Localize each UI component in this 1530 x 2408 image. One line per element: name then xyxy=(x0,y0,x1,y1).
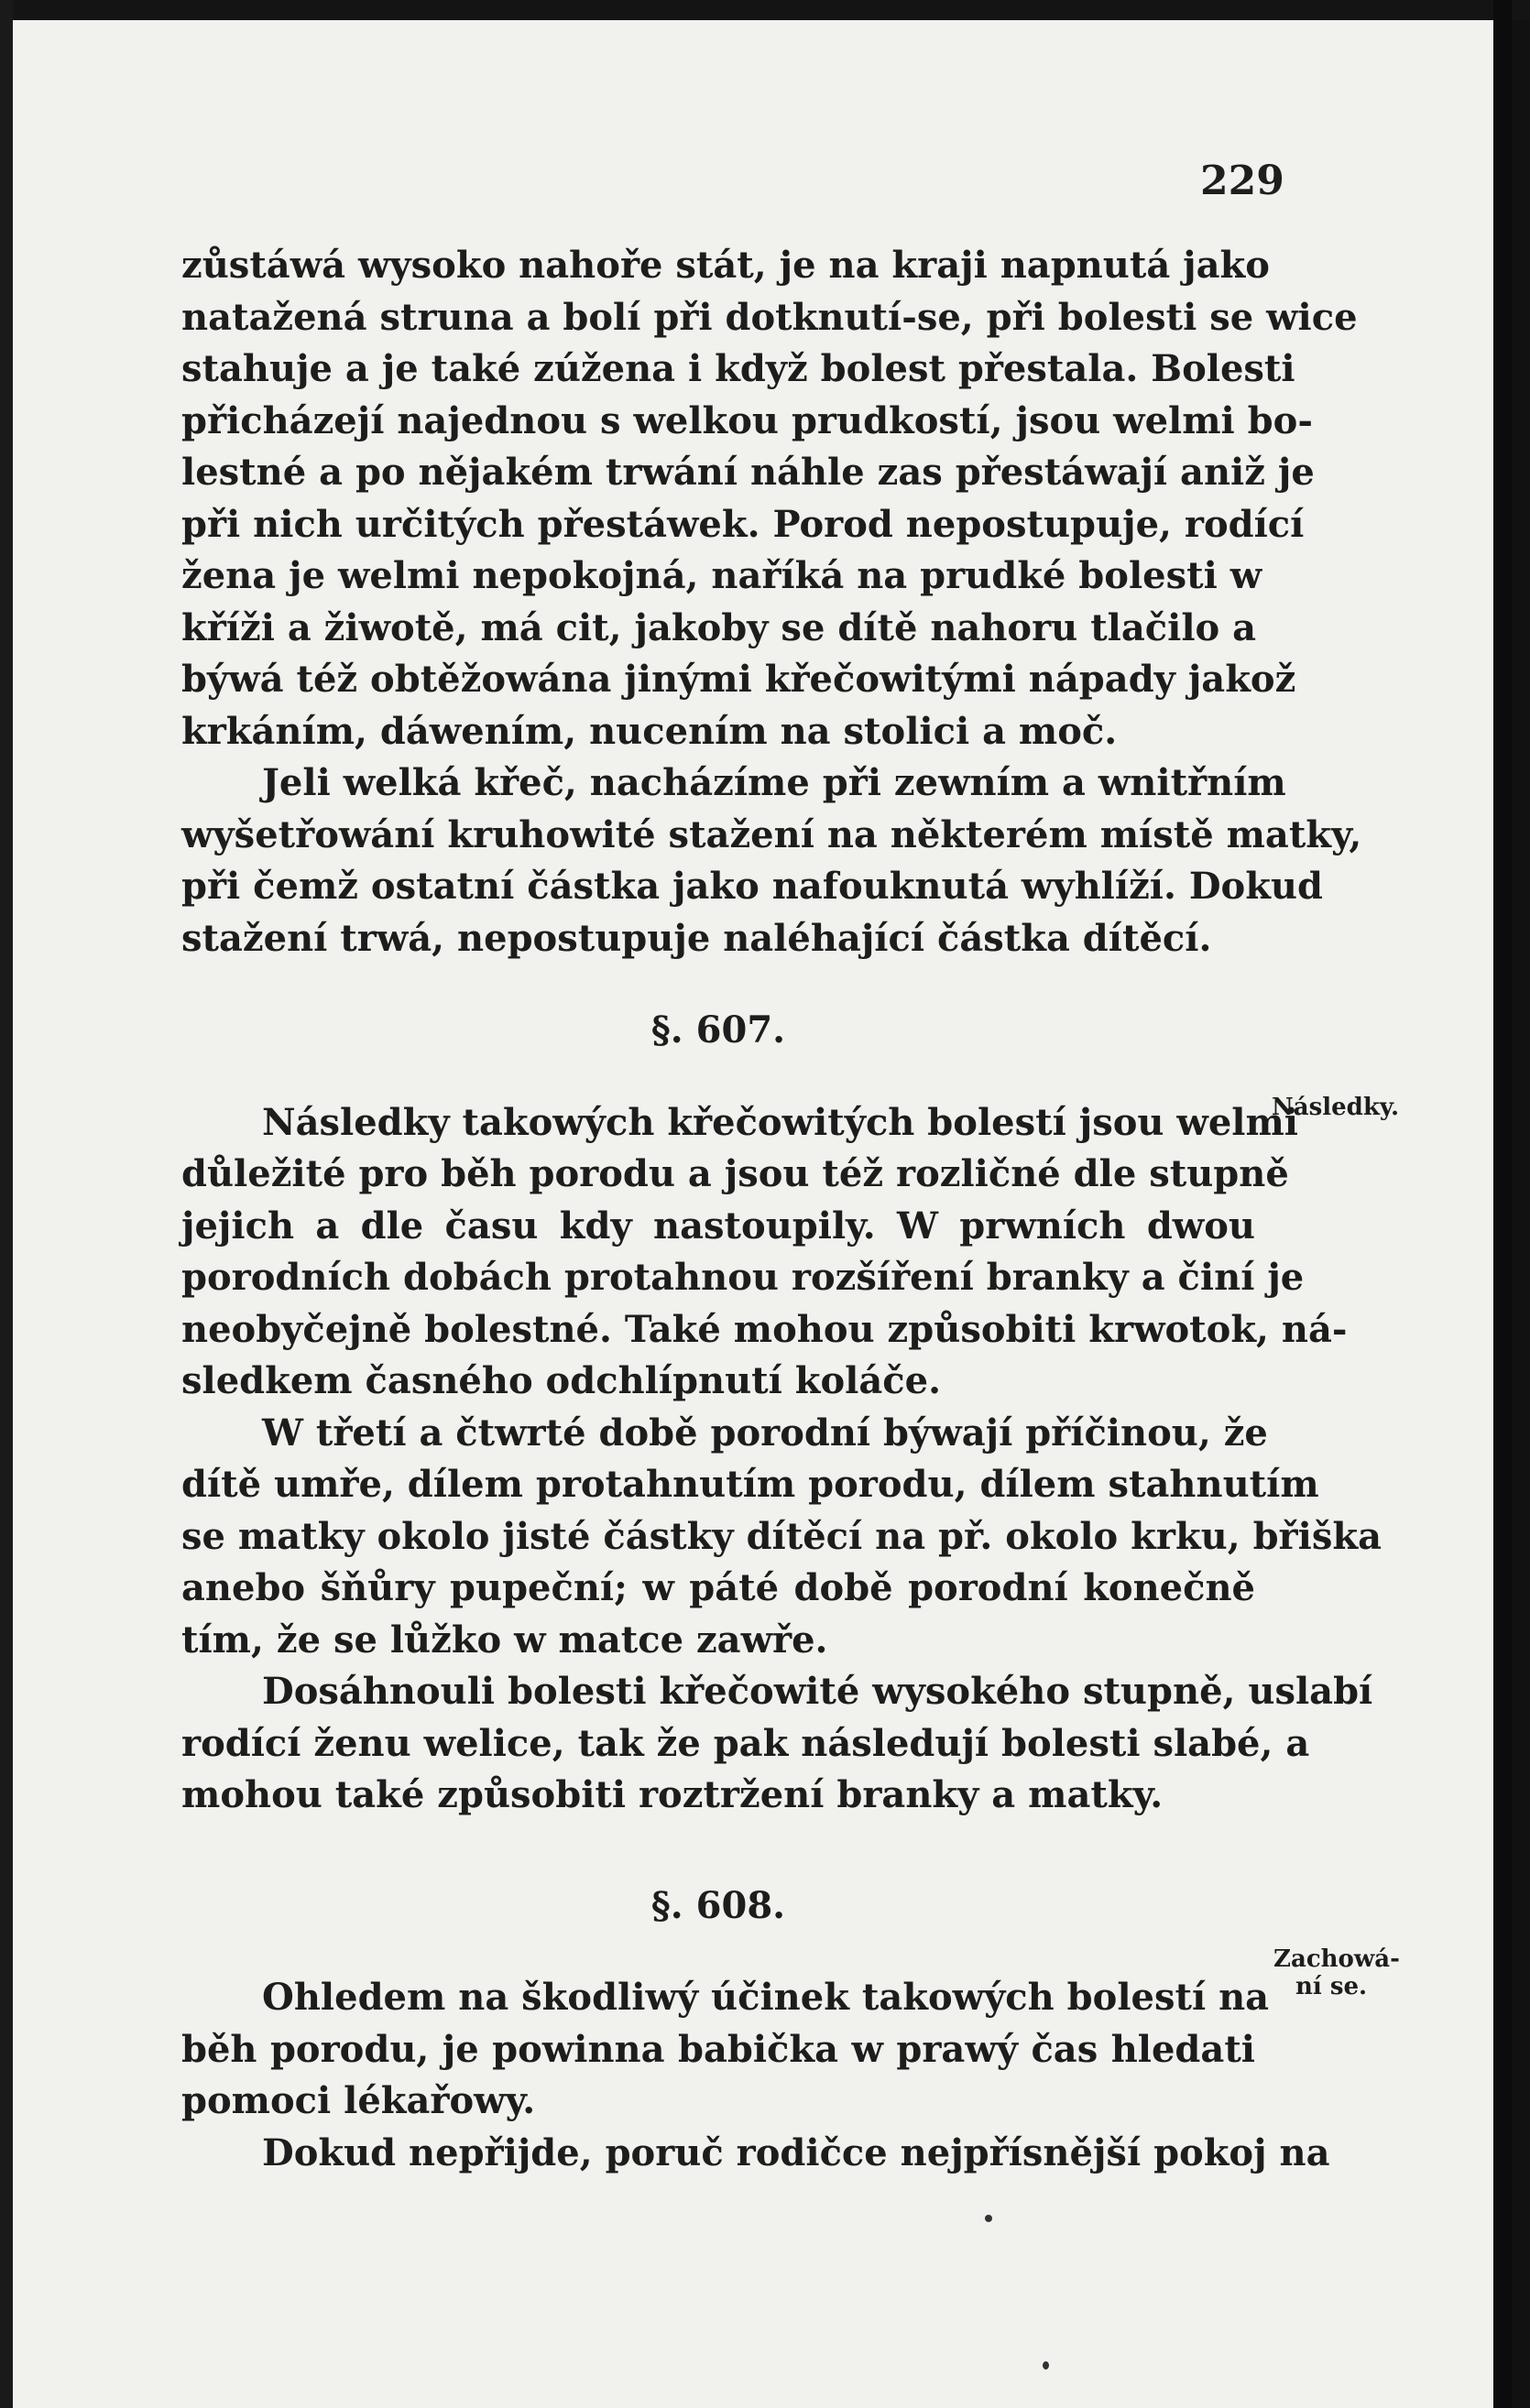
paragraph-607-c xyxy=(181,1666,1373,1822)
text-line: Jeli welká křeč, nacházíme při zewním a wnitřním xyxy=(262,761,1286,804)
text-line: pomoci lékařowy. xyxy=(181,2079,536,2122)
text-line: stahuje a je také zúžena i když bolest přestala. Bolesti xyxy=(181,347,1295,390)
text-line: dítě umře, dílem protahnutím porodu, dílem stahnutím xyxy=(181,1463,1319,1506)
text-line: přicházejí najednou s welkou prudkostí, jsou welmi bo- xyxy=(181,398,1313,442)
margin-note-zachovani xyxy=(1273,1945,1400,2000)
text-line: lestné a po nějakém trwání náhle zas přestáwají aniž je xyxy=(181,451,1315,494)
text-line: wyšetřowání kruhowité stažení na některém místě matky, xyxy=(181,812,1362,856)
text-line: Ohledem na škodliwý účinek takowých bolestí na xyxy=(262,1976,1270,2019)
text-line: neobyčejně bolestné. Také mohou způsobiti krwotok, ná- xyxy=(181,1307,1348,1351)
text-line: důležité pro běh porodu a jsou též rozličné dle stupně xyxy=(181,1152,1289,1195)
text-line: jejich a dle času kdy nastoupily. W prwních dwou xyxy=(181,1204,1255,1248)
text-line: při čemž ostatní částka jako nafouknutá wyhlíží. Dokud xyxy=(181,865,1323,908)
section-heading-607: §. 607. xyxy=(650,1008,786,1051)
text-line: kříži a žiwotě, má cit, jakoby se dítě nahoru tlačilo a xyxy=(181,605,1257,649)
section-heading-608: §. 608. xyxy=(650,1883,786,1927)
scan-top-edge xyxy=(0,0,1530,20)
text-line: se matky okolo jisté částky dítěcí na př. okolo krku, břiška xyxy=(181,1514,1382,1558)
text-line: krkáním, dáwením, nucením na stolici a moč. xyxy=(181,709,1118,753)
page-number: 229 xyxy=(1200,158,1284,204)
text-line: při nich určitých přestáwek. Porod nepostupuje, rodící xyxy=(181,502,1305,546)
paragraph-608-b xyxy=(181,2128,1330,2180)
text-line: žena je welmi nepokojná, naříká na prudké bolesti w xyxy=(181,554,1262,597)
text-line: Následky takowých křečowitých bolestí jsou welmi xyxy=(262,1100,1298,1144)
paragraph-intro xyxy=(181,240,1358,757)
margin-note-line: Zachowá- xyxy=(1273,1945,1400,1973)
scan-speck xyxy=(985,2215,992,2222)
paragraph-607-b xyxy=(181,1408,1382,1667)
text-line: stažení trwá, nepostupuje naléhající částka dítěcí. xyxy=(181,916,1212,960)
text-line: Dosáhnouli bolesti křečowité wysokého stupně, uslabí xyxy=(262,1670,1373,1713)
text-line: zůstáwá wysoko nahoře stát, je na kraji napnutá jako xyxy=(181,244,1270,287)
paragraph-2 xyxy=(181,757,1362,964)
margin-note-line: ní se. xyxy=(1295,1973,1368,2000)
text-line: sledkem časného odchlípnutí koláče. xyxy=(181,1359,942,1402)
scan-speck xyxy=(1043,2361,1049,2370)
text-line: W třetí a čtwrté době porodní býwají příčinou, že xyxy=(262,1411,1268,1455)
text-line: mohou také způsobiti roztržení branky a matky. xyxy=(181,1773,1164,1816)
text-line: rodící ženu welice, tak že pak následují bolesti slabé, a xyxy=(181,1721,1310,1765)
text-line: porodních dobách protahnou rozšíření branky a činí je xyxy=(181,1256,1305,1299)
paragraph-607-a xyxy=(181,1097,1348,1408)
scan-right-edge xyxy=(1493,0,1512,2408)
text-line: natažená struna a bolí při dotknutí-se, při bolesti se wice xyxy=(181,295,1358,339)
scan-left-edge xyxy=(0,0,13,2408)
text-line: býwá též obtěžowána jinými křečowitými nápady jakož xyxy=(181,658,1296,701)
margin-note-nasledky: Následky. xyxy=(1272,1094,1400,1121)
paragraph-608-a xyxy=(181,1972,1270,2128)
text-line: běh porodu, je powinna babička w prawý čas hledati xyxy=(181,2027,1255,2071)
text-line: tím, že se lůžko w matce zawře. xyxy=(181,1618,828,1662)
text-line: Dokud nepřijde, poruč rodičce nejpřísnější pokoj na xyxy=(262,2130,1330,2174)
text-line: anebo šňůry pupeční; w páté době porodní konečně xyxy=(181,1566,1255,1609)
